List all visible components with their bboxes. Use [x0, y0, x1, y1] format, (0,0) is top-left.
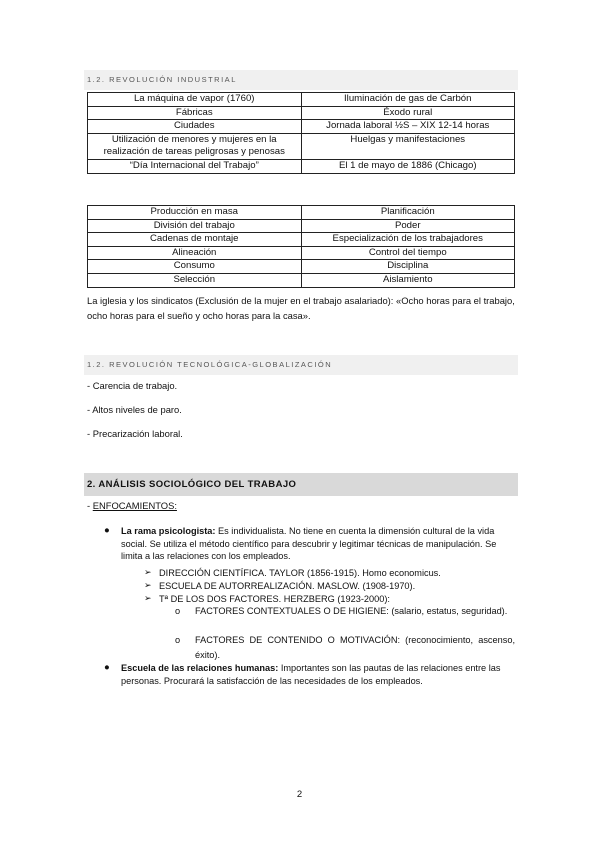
- factor-item: FACTORES CONTEXTUALES O DE HIGIENE: (salario, estatus, seguridad).: [195, 606, 508, 616]
- table-cell: Utilización de menores y mujeres en la realización de tareas peligrosas y penosas: [88, 133, 302, 159]
- subitem: Tª DE LOS DOS FACTORES. HERZBERG (1923-2000):: [159, 594, 390, 604]
- table-revolucion-industrial: [87, 92, 515, 174]
- bullet-title: La rama psicologista:: [121, 526, 216, 536]
- list-item: - Precarización laboral.: [87, 428, 183, 439]
- table-cell: “Día Internacional del Trabajo”: [88, 159, 302, 173]
- table-cell: División del trabajo: [88, 219, 302, 233]
- table-cell: Éxodo rural: [301, 106, 515, 120]
- list-item: - Altos niveles de paro.: [87, 404, 182, 415]
- bullet-icon: ●: [104, 525, 110, 536]
- bullet-icon: ●: [104, 662, 110, 673]
- table-cell: Alineación: [88, 246, 302, 260]
- table-cell: Control del tiempo: [301, 246, 515, 260]
- enfocamientos-text: ENFOCAMIENTOS:: [92, 500, 177, 511]
- circle-bullet-icon: o: [175, 635, 181, 645]
- subitem: DIRECCIÓN CIENTÍFICA. TAYLOR (1856-1915). Homo economicus.: [159, 568, 441, 578]
- table-cell: Cadenas de montaje: [88, 233, 302, 247]
- table-row: [88, 133, 515, 159]
- table-row: [88, 219, 515, 233]
- table-cell: Planificación: [301, 206, 515, 220]
- enfocamientos-prefix: -: [87, 500, 93, 511]
- section-heading-revolucion-tecnologica: 1.2. REVOLUCIÓN TECNOLÓGICA-GLOBALIZACIÓN: [84, 355, 518, 375]
- table-cell: La máquina de vapor (1760): [88, 93, 302, 107]
- table-produccion: [87, 205, 515, 288]
- table-cell: Disciplina: [301, 260, 515, 274]
- table-row: [88, 120, 515, 134]
- factor-item: FACTORES DE CONTENIDO O MOTIVACIÓN: (reconocimiento, ascenso, éxito).: [195, 635, 515, 660]
- subitem: ESCUELA DE AUTORREALIZACIÓN. MASLOW. (1908-1970).: [159, 581, 416, 591]
- table-row: [88, 233, 515, 247]
- table-cell: Fábricas: [88, 106, 302, 120]
- table-row: [88, 273, 515, 287]
- table-cell: Ciudades: [88, 120, 302, 134]
- section-heading-revolucion-industrial: 1.2. REVOLUCIÓN INDUSTRIAL: [84, 70, 518, 90]
- bullet-text: Importantes son las pautas de las relaciones entre las personas. Procurará la satisfacción de las necesidades de los empleados.: [121, 663, 501, 686]
- table-row: [88, 106, 515, 120]
- table-cell: Consumo: [88, 260, 302, 274]
- list-item: - Carencia de trabajo.: [87, 380, 178, 391]
- table-cell: Huelgas y manifestaciones: [301, 133, 515, 159]
- arrow-bullet-icon: ➢: [144, 567, 152, 577]
- bullet-psicologista: [121, 525, 517, 563]
- table-cell: Iluminación de gas de Carbón: [301, 93, 515, 107]
- table-row: [88, 260, 515, 274]
- table-cell: Selección: [88, 273, 302, 287]
- bullet-text: Es individualista. No tiene en cuenta la dimensión cultural de la vida social. Se utiliza el método científico para descubrir y legitimar técnicas de manipulación. Se limita a las relaciones con los empleados.: [121, 526, 497, 561]
- table-row: [88, 206, 515, 220]
- page-number: 2: [296, 789, 303, 800]
- table-cell: Jornada laboral ½S – XIX 12-14 horas: [301, 120, 515, 134]
- section-heading-analisis: 2. ANÁLISIS SOCIOLÓGICO DEL TRABAJO: [84, 473, 518, 496]
- arrow-bullet-icon: ➢: [144, 580, 152, 590]
- table-cell: Poder: [301, 219, 515, 233]
- table-cell: Especialización de los trabajadores: [301, 233, 515, 247]
- table-cell: Aislamiento: [301, 273, 515, 287]
- table-row: [88, 93, 515, 107]
- table-cell: Producción en masa: [88, 206, 302, 220]
- bullet-relaciones: [121, 662, 517, 687]
- circle-bullet-icon: o: [175, 606, 181, 616]
- table-row: [88, 159, 515, 173]
- bullet-title: Escuela de las relaciones humanas:: [121, 663, 279, 673]
- table-cell: El 1 de mayo de 1886 (Chicago): [301, 159, 515, 173]
- table-row: [88, 246, 515, 260]
- arrow-bullet-icon: ➢: [144, 593, 152, 603]
- note-paragraph: La iglesia y los sindicatos (Exclusión de la mujer en el trabajo asalariado): «Ocho horas para el trabajo, ocho horas para el sueño y ocho horas para la casa».: [87, 295, 515, 321]
- enfocamientos-label: [87, 500, 177, 511]
